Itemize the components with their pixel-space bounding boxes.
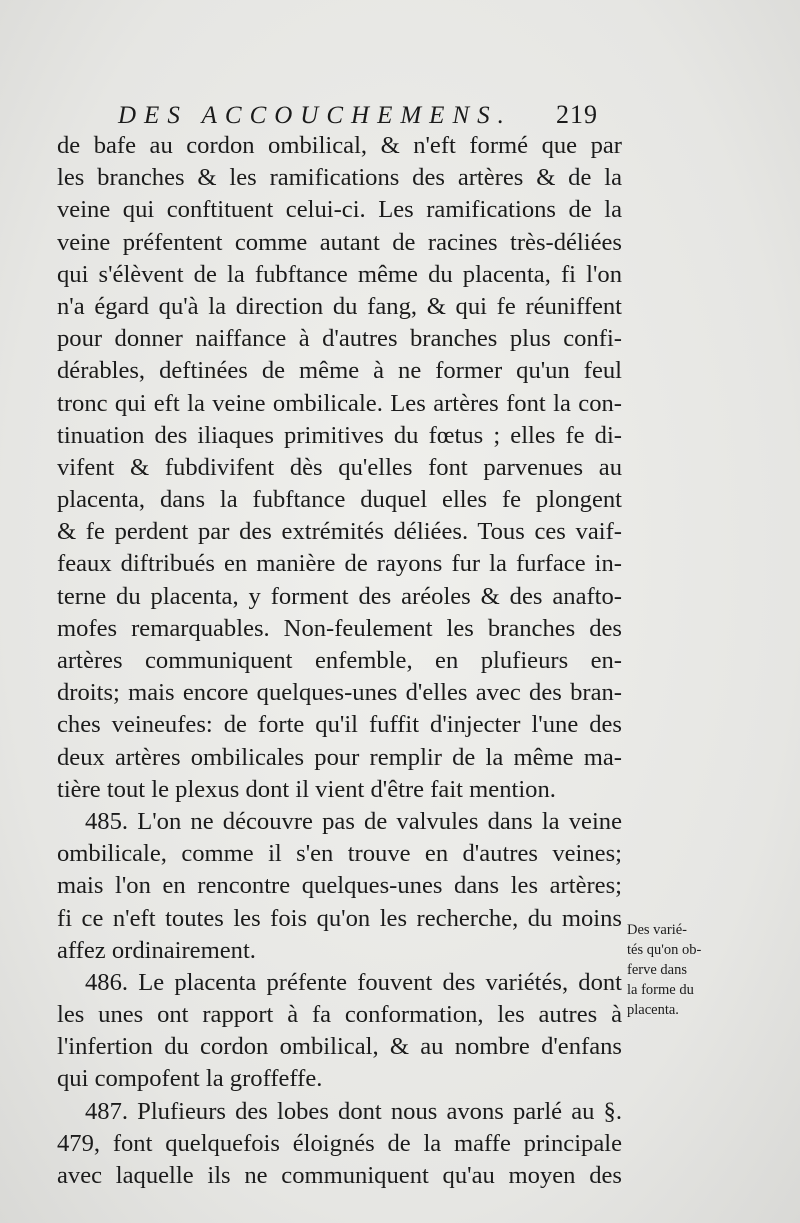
text-line: dérables, deftinées de même à ne former qu'un feul [57, 357, 622, 385]
text-line: artères communiquent enfemble, en plufieurs en- [57, 647, 622, 674]
running-head-title: DES ACCOUCHEMENS. [118, 102, 512, 129]
text-line: ombilicale, comme il s'en trouve en d'autres veines; [57, 840, 622, 868]
text-line: vifent & fubdivifent dès qu'elles font parvenues au [57, 453, 622, 481]
text-line: feaux diftribués en manière de rayons fur la furface in- [57, 550, 622, 578]
text-line: tinuation des iliaques primitives du fœtus ; elles fe di- [57, 421, 622, 449]
text-line: placenta, dans la fubftance duquel elles fe plongent [57, 486, 622, 514]
text-line: tière tout le plexus dont il vient d'être fait mention. [57, 775, 556, 803]
paragraph-487-line: 487. Plufieurs des lobes dont nous avons parlé au §. [85, 1097, 622, 1125]
margin-note-line: ferve dans [627, 962, 687, 978]
text-line: mofes remarquables. Non-feulement les branches des [57, 614, 622, 642]
text-line: 479, font quelquefois éloignés de la maffe principale [57, 1129, 622, 1157]
text-line: qui compofent la groffeffe. [57, 1065, 323, 1093]
text-line: tronc qui eft la veine ombilicale. Les artères font la con- [57, 389, 622, 417]
text-line: qui s'élèvent de la fubftance même du placenta, fi l'on [57, 260, 622, 288]
margin-note-line: placenta. [627, 1002, 679, 1018]
body-text [57, 130, 622, 1192]
margin-note [627, 920, 739, 1020]
text-line: & fe perdent par des extrémités déliées. Tous ces vaif- [57, 518, 622, 546]
margin-note-line: la forme du [627, 982, 694, 998]
text-line: mais l'on en rencontre quelques-unes dans les artères; [57, 872, 622, 900]
text-line: fi ce n'eft toutes les fois qu'on les recherche, du moins [57, 904, 622, 932]
text-line: avec laquelle ils ne communiquent qu'au moyen des [57, 1162, 622, 1189]
text-line: veine qui conftituent celui-ci. Les ramifications de la [57, 196, 622, 224]
text-line: de bafe au cordon ombilical, & n'eft formé que par [57, 132, 622, 159]
text-line: veine préfentent comme autant de racines très-déliées [57, 228, 622, 256]
text-line: terne du placenta, y forment des aréoles & des anafto- [57, 582, 622, 610]
text-line: ches veineufes: de forte qu'il fuffit d'injecter l'une des [57, 711, 622, 739]
text-line: droits; mais encore quelques-unes d'elles avec des bran- [57, 679, 622, 707]
text-line: l'infertion du cordon ombilical, & au nombre d'enfans [57, 1033, 622, 1061]
text-line: les unes ont rapport à fa conformation, les autres à [57, 1001, 622, 1029]
text-line: les branches & les ramifications des artères & de la [57, 164, 622, 192]
text-line: n'a égard qu'à la direction du fang, & qui fe réuniffent [57, 292, 622, 320]
page-number: 219 [556, 100, 598, 129]
running-head [118, 100, 598, 130]
paragraph-485-line: 485. L'on ne découvre pas de valvules dans la veine [85, 807, 622, 835]
margin-note-line: Des varié- [627, 922, 687, 938]
paragraph-486-line: 486. Le placenta préfente fouvent des variétés, dont [85, 968, 622, 996]
text-line: deux artères ombilicales pour remplir de la même ma- [57, 743, 622, 771]
text-line: affez ordinairement. [57, 936, 256, 964]
margin-note-line: tés qu'on ob- [627, 942, 702, 958]
text-line: pour donner naiffance à d'autres branches plus confi- [57, 325, 622, 353]
